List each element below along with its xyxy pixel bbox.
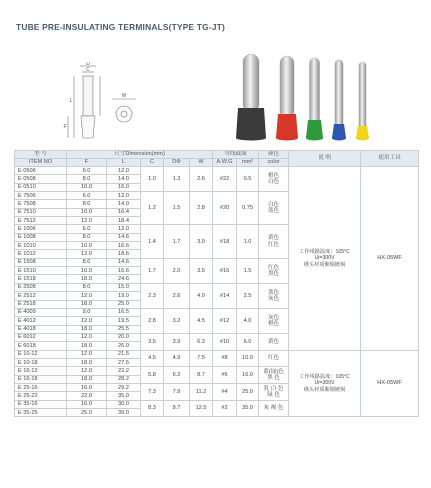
cell-c: 1.7	[141, 258, 164, 283]
cell-item-no: E 10-18	[15, 358, 67, 366]
spec-table-body	[15, 167, 419, 417]
header-w: W	[190, 159, 213, 167]
cell-f: 18.0	[67, 325, 107, 333]
cell-c: 4.5	[141, 350, 164, 367]
header-dphi: DΦ	[164, 159, 190, 167]
cell-f: 8.0	[67, 283, 107, 291]
cell-dphi: 3.2	[164, 308, 190, 333]
cell-c: 1.2	[141, 192, 164, 225]
cell-c: 1.4	[141, 225, 164, 258]
cell-item-no: E 0508	[15, 175, 67, 183]
cell-mm2: 35.0	[237, 400, 259, 417]
cell-item-no: E 0506	[15, 167, 67, 175]
cell-l: 16.6	[107, 242, 141, 250]
color-name: 蓝色	[267, 289, 280, 296]
header-description: 说 明	[289, 151, 361, 167]
cell-mm2: 1.0	[237, 225, 259, 258]
cell-w: 12.5	[190, 400, 213, 417]
cell-f: 18.0	[67, 275, 107, 283]
cell-f: 12.0	[67, 317, 107, 325]
terminal-dimension-drawing	[40, 62, 170, 142]
cell-tool: HX-05WF	[361, 350, 419, 417]
cell-item-no: E 0510	[15, 183, 67, 191]
cell-l: 14.0	[107, 200, 141, 208]
cell-c: 3.5	[141, 333, 164, 350]
cell-dphi: 8.7	[164, 400, 190, 417]
cell-color	[259, 225, 289, 258]
color-name: 白色	[267, 179, 280, 186]
cell-f: 12.0	[67, 217, 107, 225]
cell-f: 10.0	[67, 208, 107, 216]
cell-item-no: E 2508	[15, 283, 67, 291]
cell-item-no: E 25-16	[15, 383, 67, 391]
cell-l: 22.2	[107, 367, 141, 375]
cell-awg: #4	[213, 383, 237, 400]
cell-l: 19.0	[107, 292, 141, 300]
sleeve-terminal	[276, 56, 298, 141]
color-name: 灰色	[267, 314, 280, 321]
cell-f: 12.0	[67, 333, 107, 341]
color-name: 蓝色	[267, 208, 280, 215]
cell-c: 2.3	[141, 283, 164, 308]
label-f: F	[63, 124, 67, 130]
cell-dphi: 3.9	[164, 333, 190, 350]
color-name: 白色	[267, 202, 280, 209]
cell-l: 16.5	[107, 308, 141, 316]
cell-f: 18.0	[67, 300, 107, 308]
cell-l: 14.0	[107, 175, 141, 183]
cell-f: 10.0	[67, 242, 107, 250]
spec-table	[14, 150, 419, 417]
cell-item-no: E 2518	[15, 300, 67, 308]
cell-item-no: E 7512	[15, 217, 67, 225]
cell-f: 8.0	[67, 200, 107, 208]
cell-dphi: 2.0	[164, 258, 190, 283]
cell-l: 26.0	[107, 342, 141, 350]
color-name: 红色	[267, 355, 280, 362]
cell-f: 12.0	[67, 250, 107, 258]
cell-mm2: 1.5	[237, 258, 259, 283]
label-w: W	[121, 93, 127, 99]
description-line: 工作线路温度：105°C	[299, 248, 350, 255]
cell-f: 12.0	[67, 367, 107, 375]
cell-f: 16.0	[67, 400, 107, 408]
description-line: 绣头材质紫铜镀锡	[303, 261, 346, 268]
cell-dphi: 1.3	[164, 167, 190, 192]
cell-color	[259, 167, 289, 192]
cell-mm2: 6.0	[237, 333, 259, 350]
cell-l: 25.0	[107, 300, 141, 308]
cell-l: 25.5	[107, 325, 141, 333]
sleeve-terminal	[306, 58, 323, 141]
cell-l: 12.0	[107, 167, 141, 175]
page-title: TUBE PRE-INSULATING TERMINALS(TYPE TG-JT)	[16, 22, 226, 32]
cell-l: 14.6	[107, 258, 141, 266]
cell-dphi: 1.5	[164, 192, 190, 225]
cell-color	[259, 258, 289, 283]
cell-tool: HX-05WF	[361, 167, 419, 351]
cell-c: 8.3	[141, 400, 164, 417]
cell-color	[259, 333, 289, 350]
cell-awg: #6	[213, 367, 237, 384]
terminals-photo	[228, 50, 388, 142]
cell-l: 35.0	[107, 392, 141, 400]
header-l: L	[107, 159, 141, 167]
cell-f: 8.0	[67, 233, 107, 241]
cell-l: 12.0	[107, 225, 141, 233]
cell-item-no: E 1006	[15, 225, 67, 233]
cell-item-no: E 16-18	[15, 375, 67, 383]
color-name: 红色	[267, 241, 280, 248]
cell-f: 8.0	[67, 175, 107, 183]
cell-dphi: 7.9	[164, 383, 190, 400]
cell-f: 6.0	[67, 225, 107, 233]
cell-f: 16.0	[67, 383, 107, 391]
header-awg: A.W.G	[213, 159, 237, 167]
cell-f: 12.0	[67, 350, 107, 358]
cell-item-no: E 1518	[15, 275, 67, 283]
cell-f: 25.0	[67, 408, 107, 416]
header-model-en: ITEM NO	[15, 159, 67, 167]
label-d: D	[86, 62, 90, 67]
cell-item-no: E 25-22	[15, 392, 67, 400]
header-mm2: mm²	[237, 159, 259, 167]
cell-w: 7.5	[190, 350, 213, 367]
cell-l: 30.0	[107, 400, 141, 408]
color-name: 乳 白 色	[263, 385, 284, 392]
header-color-cn: 颜色	[259, 151, 289, 159]
color-name: 灰色	[267, 295, 280, 302]
description-line: 工作线路温度：105°C	[299, 373, 350, 380]
cell-item-no: E 7506	[15, 192, 67, 200]
cell-dphi: 4.9	[164, 350, 190, 367]
color-name: 黄色	[267, 338, 280, 345]
table-row	[15, 167, 419, 175]
cell-color	[259, 283, 289, 308]
cell-awg: #10	[213, 333, 237, 350]
cell-color	[259, 308, 289, 333]
cell-f: 22.0	[67, 392, 107, 400]
cell-l: 15.0	[107, 283, 141, 291]
cell-item-no: E 4018	[15, 325, 67, 333]
cell-awg: #22	[213, 167, 237, 192]
cell-w: 8.7	[190, 367, 213, 384]
cell-f: 10.0	[67, 267, 107, 275]
cell-item-no: E 7510	[15, 208, 67, 216]
sleeve-terminal	[332, 60, 346, 141]
cell-w: 3.5	[190, 258, 213, 283]
color-name: 蓝(绿)色	[263, 368, 284, 375]
cell-f: 9.0	[67, 308, 107, 316]
cell-l: 39.0	[107, 408, 141, 416]
cell-mm2: 4.0	[237, 308, 259, 333]
cell-w: 6.3	[190, 333, 213, 350]
cell-w: 3.0	[190, 225, 213, 258]
cell-item-no: E 6012	[15, 333, 67, 341]
cell-mm2: 10.0	[237, 350, 259, 367]
cell-f: 18.0	[67, 375, 107, 383]
cell-item-no: E 1508	[15, 258, 67, 266]
cell-awg: #14	[213, 283, 237, 308]
cell-l: 28.2	[107, 375, 141, 383]
cell-item-no: E 7508	[15, 200, 67, 208]
description-line: Ui=300V	[314, 255, 335, 262]
cell-c: 7.3	[141, 383, 164, 400]
cell-awg: #12	[213, 308, 237, 333]
cell-f: 6.0	[67, 167, 107, 175]
cell-color	[259, 350, 289, 367]
cell-color	[259, 367, 289, 384]
cell-color	[259, 192, 289, 225]
cell-item-no: E 4009	[15, 308, 67, 316]
label-l: L	[69, 98, 73, 104]
cell-item-no: E 35-25	[15, 408, 67, 416]
cell-c: 2.8	[141, 308, 164, 333]
color-name: 橙色	[267, 320, 280, 327]
label-c: C	[86, 67, 90, 73]
cell-l: 20.0	[107, 333, 141, 341]
cell-l: 16.4	[107, 208, 141, 216]
cell-item-no: E 16-12	[15, 367, 67, 375]
cell-l: 16.6	[107, 267, 141, 275]
sleeve-terminal	[356, 62, 369, 141]
cell-c: 1.0	[141, 167, 164, 192]
cell-l: 29.2	[107, 383, 141, 391]
cell-f: 10.0	[67, 183, 107, 191]
header-model-cn: 型 号	[15, 151, 67, 159]
cell-c: 5.8	[141, 367, 164, 384]
color-name: 灰 褐 色	[263, 405, 284, 412]
cell-f: 18.0	[67, 358, 107, 366]
cell-dphi: 6.2	[164, 367, 190, 384]
table-row	[15, 350, 419, 358]
description-line: Ui=300V	[314, 380, 335, 387]
cell-f: 12.0	[67, 292, 107, 300]
cell-mm2: 16.0	[237, 367, 259, 384]
cell-f: 6.0	[67, 192, 107, 200]
color-name: 黄色	[267, 235, 280, 242]
cell-w: 2.8	[190, 192, 213, 225]
cell-dphi: 2.6	[164, 283, 190, 308]
cell-item-no: E 10-12	[15, 350, 67, 358]
cell-l: 16.0	[107, 183, 141, 191]
cell-description	[289, 350, 361, 417]
cell-color	[259, 383, 289, 400]
cell-w: 4.5	[190, 308, 213, 333]
cell-item-no: E 2512	[15, 292, 67, 300]
cell-l: 12.0	[107, 192, 141, 200]
cell-l: 27.5	[107, 358, 141, 366]
cell-f: 8.0	[67, 258, 107, 266]
cell-awg: #8	[213, 350, 237, 367]
cell-color	[259, 400, 289, 417]
description-line: 绣头材质紫铜镀锡	[303, 386, 346, 393]
cell-l: 19.5	[107, 317, 141, 325]
cell-l: 21.5	[107, 350, 141, 358]
cell-description	[289, 167, 361, 351]
cell-awg: #2	[213, 400, 237, 417]
color-name: 绿 色	[267, 391, 280, 398]
cell-mm2: 0.75	[237, 192, 259, 225]
cell-l: 18.4	[107, 217, 141, 225]
cell-w: 11.2	[190, 383, 213, 400]
cell-l: 14.6	[107, 233, 141, 241]
cell-mm2: 0.5	[237, 167, 259, 192]
cell-item-no: E 6018	[15, 342, 67, 350]
cell-mm2: 25.0	[237, 383, 259, 400]
cell-awg: #16	[213, 258, 237, 283]
color-name: 红色	[267, 264, 280, 271]
cell-w: 2.6	[190, 167, 213, 192]
header-c: C	[141, 159, 164, 167]
cell-awg: #18	[213, 225, 237, 258]
color-name: 黑 色	[267, 375, 280, 382]
cell-item-no: E 1010	[15, 242, 67, 250]
cell-item-no: E 35-16	[15, 400, 67, 408]
header-tool: 使用工具	[361, 151, 419, 167]
header-color-en: color	[259, 159, 289, 167]
cell-item-no: E 4012	[15, 317, 67, 325]
color-name: 黑色	[267, 270, 280, 277]
header-dimension: 尺寸Dimension(mm)	[67, 151, 213, 159]
cell-w: 4.0	[190, 283, 213, 308]
cell-item-no: E 1012	[15, 250, 67, 258]
cell-awg: #20	[213, 192, 237, 225]
color-name: 橙色	[267, 172, 280, 179]
cell-mm2: 2.5	[237, 283, 259, 308]
cell-l: 18.6	[107, 250, 141, 258]
header-f: F	[67, 159, 107, 167]
header-wire: 导线截面	[213, 151, 259, 159]
cell-f: 18.0	[67, 342, 107, 350]
cell-dphi: 1.7	[164, 225, 190, 258]
cell-item-no: E 1510	[15, 267, 67, 275]
cell-item-no: E 1008	[15, 233, 67, 241]
cell-l: 24.6	[107, 275, 141, 283]
sleeve-terminal	[236, 54, 266, 141]
